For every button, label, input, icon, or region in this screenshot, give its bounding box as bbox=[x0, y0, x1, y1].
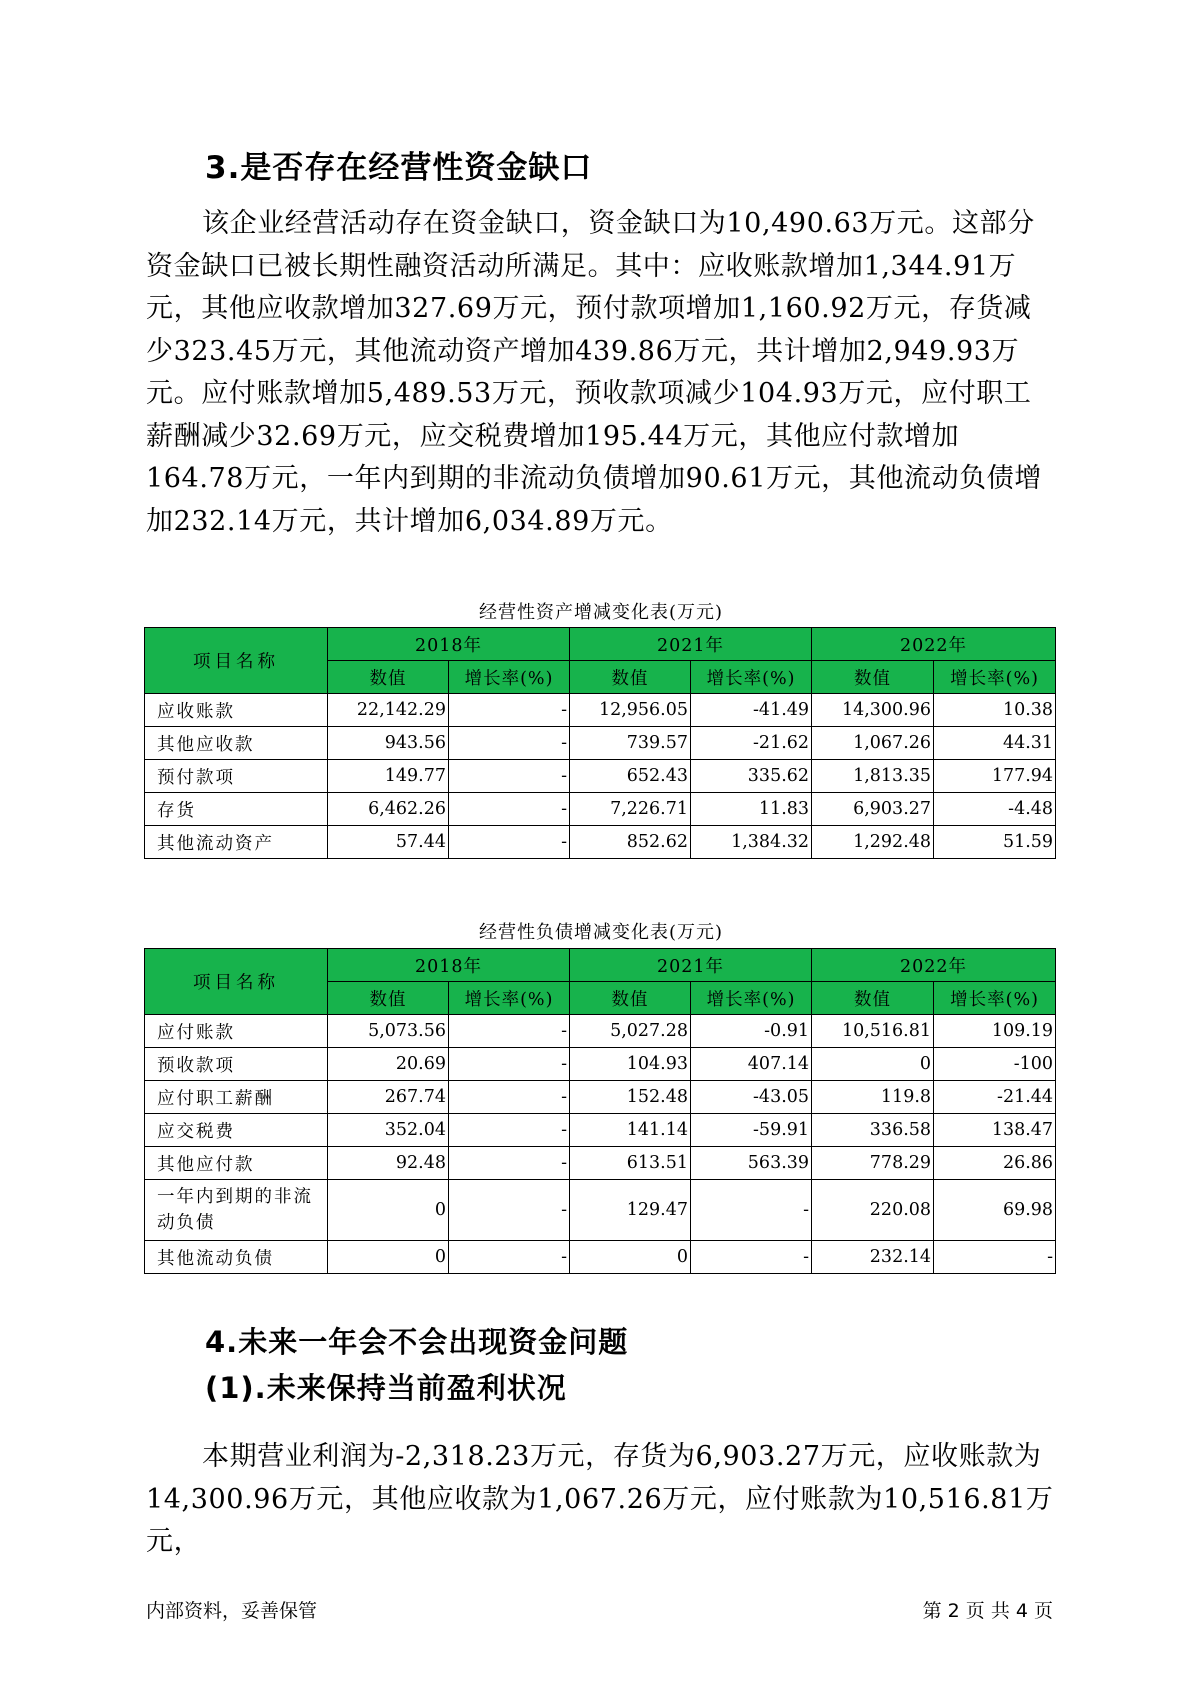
growth-rate-cell: - bbox=[691, 1241, 812, 1274]
value-cell: 1,067.26 bbox=[812, 727, 934, 760]
row-item-name: 应付职工薪酬 bbox=[145, 1081, 328, 1114]
row-item-name: 其他流动负债 bbox=[145, 1241, 328, 1274]
value-cell: 129.47 bbox=[570, 1180, 691, 1241]
growth-rate-cell: 10.38 bbox=[934, 694, 1056, 727]
header-year-2022: 2022年 bbox=[812, 949, 1056, 982]
growth-rate-cell: 335.62 bbox=[691, 760, 812, 793]
section-3-heading: 3.是否存在经营性资金缺口 bbox=[205, 150, 593, 186]
growth-rate-cell: - bbox=[449, 1081, 570, 1114]
header-value: 数值 bbox=[570, 982, 691, 1015]
value-cell: 57.44 bbox=[328, 826, 449, 859]
table-row bbox=[145, 694, 1056, 727]
row-item-name: 一年内到期的非流动负债 bbox=[145, 1180, 328, 1241]
row-item-name: 应交税费 bbox=[145, 1114, 328, 1147]
growth-rate-cell: -59.91 bbox=[691, 1114, 812, 1147]
value-cell: 6,903.27 bbox=[812, 793, 934, 826]
growth-rate-cell: - bbox=[449, 1048, 570, 1081]
asset-change-table bbox=[144, 627, 1056, 859]
row-item-name: 预收款项 bbox=[145, 1048, 328, 1081]
growth-rate-cell: - bbox=[449, 826, 570, 859]
value-cell: 14,300.96 bbox=[812, 694, 934, 727]
growth-rate-cell: - bbox=[449, 793, 570, 826]
table-row bbox=[145, 1180, 1056, 1241]
value-cell: 232.14 bbox=[812, 1241, 934, 1274]
growth-rate-cell: -0.91 bbox=[691, 1015, 812, 1048]
header-year-2018: 2018年 bbox=[328, 628, 570, 661]
section-4-paragraph: 本期营业利润为-2,318.23万元，存货为6,903.27万元，应收账款为14,300.96万元，其他应收款为1,067.26万元，应付账款为10,516.81万元， bbox=[146, 1441, 1054, 1557]
growth-rate-cell: -43.05 bbox=[691, 1081, 812, 1114]
row-item-name: 应收账款 bbox=[145, 694, 328, 727]
value-cell: 0 bbox=[328, 1241, 449, 1274]
value-cell: 152.48 bbox=[570, 1081, 691, 1114]
table-row bbox=[145, 1147, 1056, 1180]
header-year-2022: 2022年 bbox=[812, 628, 1056, 661]
header-year-2021: 2021年 bbox=[570, 949, 812, 982]
value-cell: 7,226.71 bbox=[570, 793, 691, 826]
value-cell: 1,813.35 bbox=[812, 760, 934, 793]
value-cell: 0 bbox=[328, 1180, 449, 1241]
growth-rate-cell: - bbox=[449, 760, 570, 793]
value-cell: 852.62 bbox=[570, 826, 691, 859]
value-cell: 119.8 bbox=[812, 1081, 934, 1114]
table-row bbox=[145, 727, 1056, 760]
row-item-name: 存货 bbox=[145, 793, 328, 826]
value-cell: 352.04 bbox=[328, 1114, 449, 1147]
section-4-heading: 4.未来一年会不会出现资金问题 bbox=[205, 1325, 629, 1359]
growth-rate-cell: - bbox=[934, 1241, 1056, 1274]
header-item-name: 项目名称 bbox=[145, 949, 328, 1015]
table-row bbox=[145, 1048, 1056, 1081]
value-cell: 336.58 bbox=[812, 1114, 934, 1147]
header-value: 数值 bbox=[328, 982, 449, 1015]
value-cell: 0 bbox=[812, 1048, 934, 1081]
growth-rate-cell: 51.59 bbox=[934, 826, 1056, 859]
value-cell: 739.57 bbox=[570, 727, 691, 760]
footer-confidential-note: 内部资料，妥善保管 bbox=[146, 1600, 318, 1622]
header-rate: 增长率(%) bbox=[934, 661, 1056, 694]
growth-rate-cell: 177.94 bbox=[934, 760, 1056, 793]
section-3-paragraph: 该企业经营活动存在资金缺口，资金缺口为10,490.63万元。这部分资金缺口已被长期性融资活动所满足。其中：应收账款增加1,344.91万元，其他应收款增加327.69万元，预付款项增加1,160.92万元，存货减少323.45万元，其他流动资产增加439.86万元，共计增加2,949.93万元。应付账款增加5,489.53万元，预收款项减少104.93万元，应付职工薪酬减少32.69万元，应交税费增加195.44万元，其他应付款增加164.78万元，一年内到期的非流动负债增加90.61万元，其他流动负债增加232.14万元，共计增加6,034.89万元。 bbox=[146, 208, 1042, 537]
value-cell: 10,516.81 bbox=[812, 1015, 934, 1048]
growth-rate-cell: 26.86 bbox=[934, 1147, 1056, 1180]
footer-page-number: 第 2 页 共 4 页 bbox=[922, 1600, 1053, 1622]
header-year-2018: 2018年 bbox=[328, 949, 570, 982]
growth-rate-cell: - bbox=[449, 1114, 570, 1147]
header-rate: 增长率(%) bbox=[449, 661, 570, 694]
value-cell: 92.48 bbox=[328, 1147, 449, 1180]
growth-rate-cell: 44.31 bbox=[934, 727, 1056, 760]
section-4-subheading: (1).未来保持当前盈利状况 bbox=[205, 1371, 567, 1405]
row-item-name: 其他应收款 bbox=[145, 727, 328, 760]
table-row bbox=[145, 826, 1056, 859]
table-row bbox=[145, 760, 1056, 793]
value-cell: 104.93 bbox=[570, 1048, 691, 1081]
header-rate: 增长率(%) bbox=[934, 982, 1056, 1015]
growth-rate-cell: - bbox=[449, 1180, 570, 1241]
header-year-2021: 2021年 bbox=[570, 628, 812, 661]
value-cell: 6,462.26 bbox=[328, 793, 449, 826]
growth-rate-cell: - bbox=[691, 1180, 812, 1241]
value-cell: 5,073.56 bbox=[328, 1015, 449, 1048]
row-item-name: 预付款项 bbox=[145, 760, 328, 793]
growth-rate-cell: -21.62 bbox=[691, 727, 812, 760]
table-row bbox=[145, 1241, 1056, 1274]
growth-rate-cell: 109.19 bbox=[934, 1015, 1056, 1048]
value-cell: 943.56 bbox=[328, 727, 449, 760]
growth-rate-cell: - bbox=[449, 694, 570, 727]
value-cell: 652.43 bbox=[570, 760, 691, 793]
growth-rate-cell: -21.44 bbox=[934, 1081, 1056, 1114]
growth-rate-cell: 563.39 bbox=[691, 1147, 812, 1180]
value-cell: 5,027.28 bbox=[570, 1015, 691, 1048]
row-item-name: 应付账款 bbox=[145, 1015, 328, 1048]
growth-rate-cell: - bbox=[449, 1015, 570, 1048]
value-cell: 141.14 bbox=[570, 1114, 691, 1147]
table-row bbox=[145, 793, 1056, 826]
value-cell: 1,292.48 bbox=[812, 826, 934, 859]
table-row bbox=[145, 1015, 1056, 1048]
row-item-name: 其他应付款 bbox=[145, 1147, 328, 1180]
growth-rate-cell: - bbox=[449, 1147, 570, 1180]
header-rate: 增长率(%) bbox=[449, 982, 570, 1015]
value-cell: 778.29 bbox=[812, 1147, 934, 1180]
growth-rate-cell: 11.83 bbox=[691, 793, 812, 826]
growth-rate-cell: 138.47 bbox=[934, 1114, 1056, 1147]
value-cell: 12,956.05 bbox=[570, 694, 691, 727]
growth-rate-cell: - bbox=[449, 727, 570, 760]
growth-rate-cell: - bbox=[449, 1241, 570, 1274]
growth-rate-cell: 407.14 bbox=[691, 1048, 812, 1081]
table-row bbox=[145, 1114, 1056, 1147]
header-value: 数值 bbox=[812, 661, 934, 694]
header-value: 数值 bbox=[328, 661, 449, 694]
value-cell: 0 bbox=[570, 1241, 691, 1274]
value-cell: 20.69 bbox=[328, 1048, 449, 1081]
header-value: 数值 bbox=[812, 982, 934, 1015]
value-cell: 220.08 bbox=[812, 1180, 934, 1241]
header-rate: 增长率(%) bbox=[691, 982, 812, 1015]
growth-rate-cell: 69.98 bbox=[934, 1180, 1056, 1241]
value-cell: 149.77 bbox=[328, 760, 449, 793]
liability-change-table bbox=[144, 948, 1056, 1274]
growth-rate-cell: -4.48 bbox=[934, 793, 1056, 826]
header-item-name: 项目名称 bbox=[145, 628, 328, 694]
growth-rate-cell: -100 bbox=[934, 1048, 1056, 1081]
growth-rate-cell: 1,384.32 bbox=[691, 826, 812, 859]
value-cell: 22,142.29 bbox=[328, 694, 449, 727]
table-row bbox=[145, 1081, 1056, 1114]
growth-rate-cell: -41.49 bbox=[691, 694, 812, 727]
liability-table-title: 经营性负债增减变化表(万元) bbox=[478, 922, 724, 943]
asset-table-title: 经营性资产增减变化表(万元) bbox=[478, 602, 724, 623]
header-value: 数值 bbox=[570, 661, 691, 694]
row-item-name: 其他流动资产 bbox=[145, 826, 328, 859]
value-cell: 267.74 bbox=[328, 1081, 449, 1114]
header-rate: 增长率(%) bbox=[691, 661, 812, 694]
value-cell: 613.51 bbox=[570, 1147, 691, 1180]
